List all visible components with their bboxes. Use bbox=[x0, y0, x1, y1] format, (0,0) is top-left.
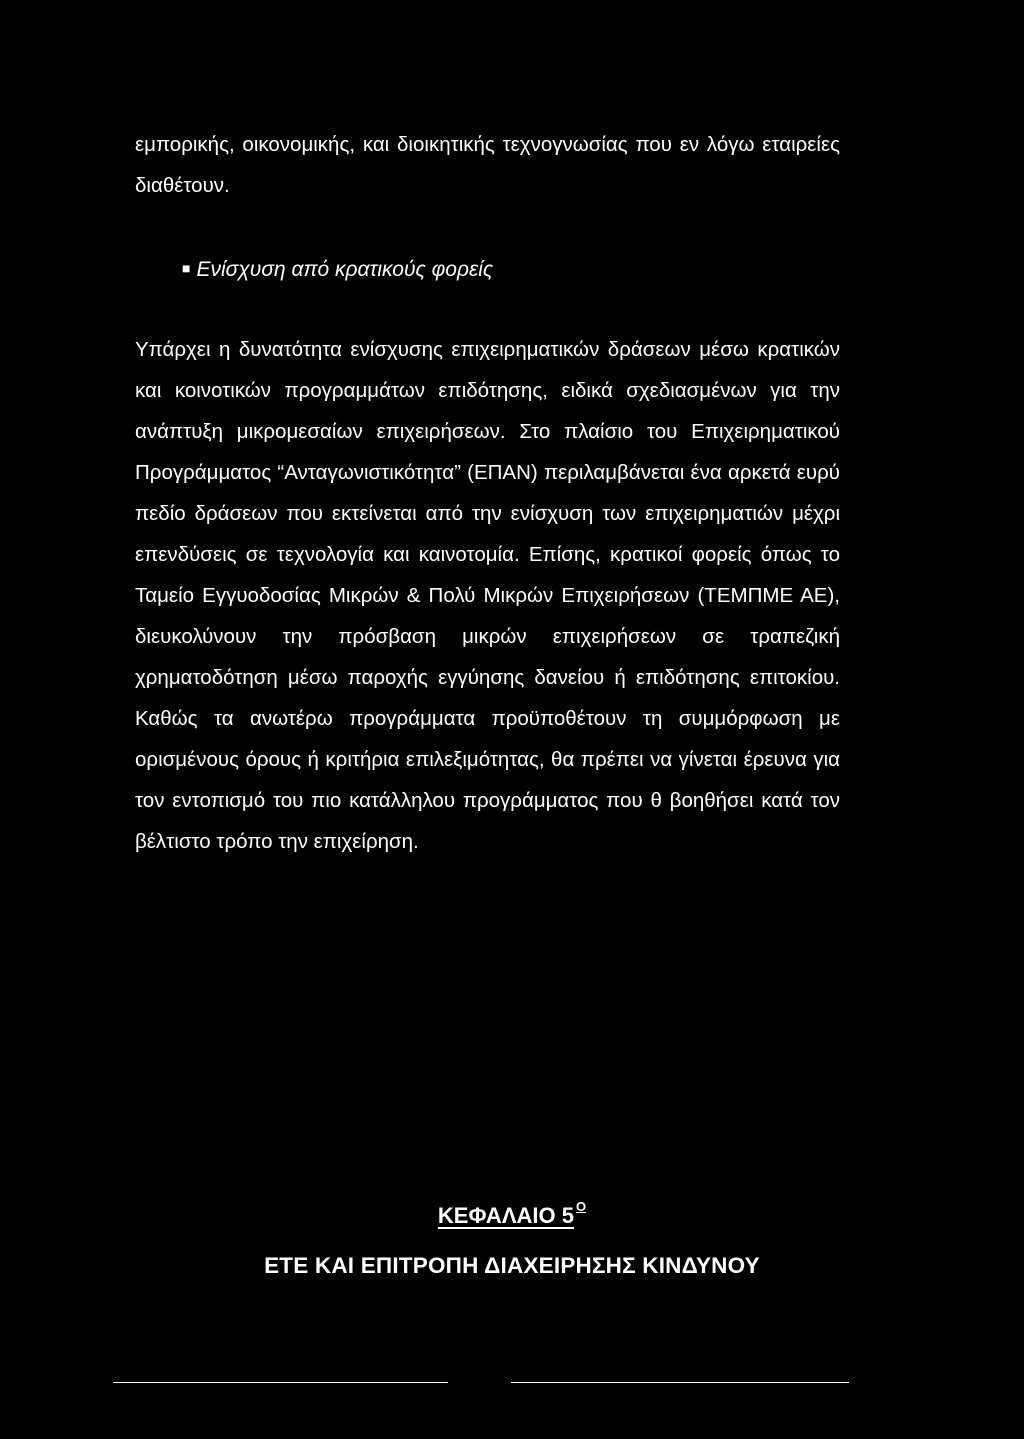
paragraph-state-support: Υπάρχει η δυνατότητα ενίσχυσης επιχειρηματικών δράσεων μέσω κρατικών και κοινοτικών προγραμμάτων επιδότησης, ειδικά σχεδιασμένων για την ανάπτυξη μικρομεσαίων επιχειρήσεων. Στο πλαίσιο του Επιχειρηματικού Προγράμματος “Ανταγωνιστικότητα” (ΕΠΑΝ) περιλαμβάνεται ένα αρκετά ευρύ πεδίο δράσεων που εκτείνεται από την ενίσχυση των επιχειρηματιών μέχρι επενδύσεις σε τεχνολογία και καινοτομία. Επίσης, κρατικοί φορείς όπως το Ταμείο Εγγυοδοσίας Μικρών & Πολύ Μικρών Επιχειρήσεων (ΤΕΜΠΜΕ ΑΕ), διευκολύνουν την πρόσβαση μικρών επιχειρήσεων σε τραπεζική χρηματοδότηση μέσω παροχής εγγύησης δανείου ή επιδότησης επιτοκίου. Καθώς τα ανωτέρω προγράμματα προϋποθέτουν τη συμμόρφωση με ορισμένους όρους ή κριτήρια επιλεξιμότητας, θα πρέπει να γίνεται έρευνα για τον εντοπισμό του πιο κατάλληλου προγράμματος που θ βοηθήσει κατά τον βέλτιστο τρόπο την επιχείρηση. bbox=[135, 338, 840, 853]
chapter-superscript: Ο bbox=[575, 1199, 587, 1214]
section-heading-text: Ενίσχυση από κρατικούς φορείς bbox=[196, 258, 494, 281]
chapter-label-text: ΚΕΦΑΛΑΙΟ 5 bbox=[437, 1203, 574, 1228]
chapter-label bbox=[0, 1187, 1024, 1236]
paragraph-continuation: εμπορικής, οικονομικής, και διοικητικής τεχνογνωσίας που εν λόγω εταιρείες διαθέτουν. bbox=[135, 133, 840, 197]
square-bullet-icon: ■ bbox=[182, 260, 191, 276]
section-heading bbox=[182, 248, 493, 290]
chapter-title: ΕΤΕ ΚΑΙ ΕΠΙΤΡΟΠΗ ΔΙΑΧΕΙΡΗΣΗΣ ΚΙΝΔΥΝΟΥ bbox=[264, 1253, 760, 1278]
footnote-divider-right bbox=[511, 1382, 849, 1383]
footnote-divider-left bbox=[113, 1382, 448, 1383]
